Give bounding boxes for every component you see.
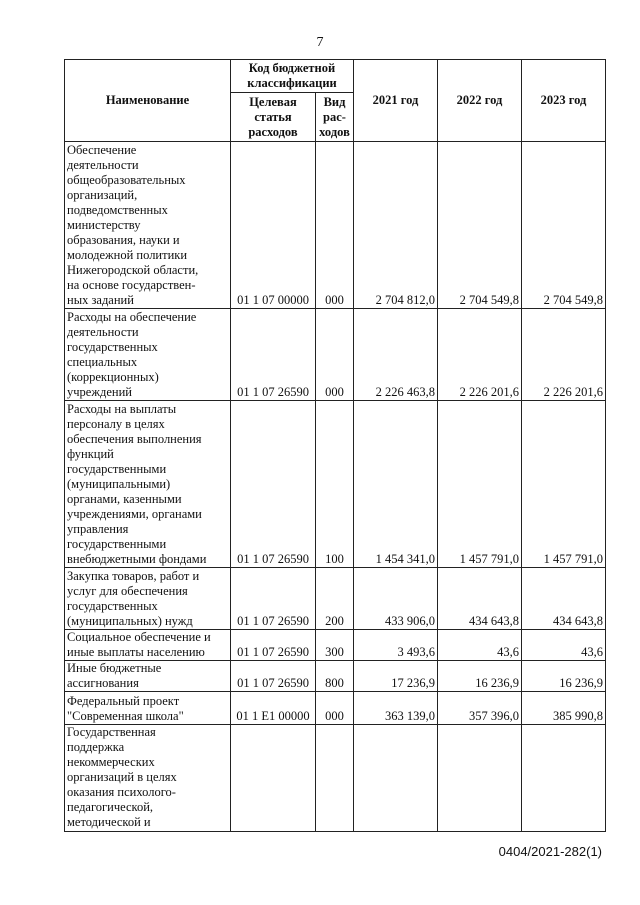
- row-value-2023: 385 990,8: [522, 692, 606, 725]
- table-row: [65, 692, 606, 725]
- row-value-2023: 2 704 549,8: [522, 142, 606, 309]
- row-expense-type: [316, 725, 354, 832]
- row-name: Закупка товаров, работ и услуг для обеспечения государственных (муниципальных) нужд: [65, 568, 231, 630]
- table-row: [65, 725, 606, 832]
- row-value-2021: 433 906,0: [354, 568, 438, 630]
- header-year-2021: 2021 год: [354, 60, 438, 142]
- row-expense-type: 100: [316, 401, 354, 568]
- row-value-2022: 434 643,8: [438, 568, 522, 630]
- row-value-2021: 3 493,6: [354, 630, 438, 661]
- header-year-2022: 2022 год: [438, 60, 522, 142]
- row-name: Социальное обеспечение и иные выплаты населению: [65, 630, 231, 661]
- header-target-article: Целевая статья расходов: [231, 93, 316, 142]
- row-expense-type: 800: [316, 661, 354, 692]
- table-row: [65, 630, 606, 661]
- row-value-2022: 43,6: [438, 630, 522, 661]
- header-expense-type: Вид рас- ходов: [316, 93, 354, 142]
- row-target-article: [231, 725, 316, 832]
- header-name: Наименование: [65, 60, 231, 142]
- table-row: [65, 661, 606, 692]
- header-code-group: Код бюджетной классификации: [231, 60, 354, 93]
- row-name: Федеральный проект "Современная школа": [65, 692, 231, 725]
- row-value-2021: [354, 725, 438, 832]
- row-expense-type: 300: [316, 630, 354, 661]
- row-name: Государственная поддержка некоммерческих организаций в целях оказания психолого- педагогической, методической и: [65, 725, 231, 832]
- row-value-2023: 434 643,8: [522, 568, 606, 630]
- table-row: [65, 401, 606, 568]
- row-value-2023: 2 226 201,6: [522, 309, 606, 401]
- page-number: 7: [316, 35, 324, 50]
- row-target-article: 01 1 07 26590: [231, 401, 316, 568]
- row-value-2023: 16 236,9: [522, 661, 606, 692]
- row-name: Иные бюджетные ассигнования: [65, 661, 231, 692]
- row-value-2023: 1 457 791,0: [522, 401, 606, 568]
- row-target-article: 01 1 E1 00000: [231, 692, 316, 725]
- budget-table: [64, 59, 606, 832]
- row-name: Расходы на обеспечение деятельности государственных специальных (коррекционных) учреждений: [65, 309, 231, 401]
- row-target-article: 01 1 07 26590: [231, 630, 316, 661]
- table-row: [65, 309, 606, 401]
- row-value-2023: [522, 725, 606, 832]
- header-year-2023: 2023 год: [522, 60, 606, 142]
- table-row: [65, 568, 606, 630]
- row-target-article: 01 1 07 26590: [231, 309, 316, 401]
- row-expense-type: 000: [316, 309, 354, 401]
- row-target-article: 01 1 07 00000: [231, 142, 316, 309]
- row-name: Расходы на выплаты персоналу в целях обеспечения выполнения функций государственными (муниципальными) органами, казенными учреждениями, органами управления государственными внебюджетными фондами: [65, 401, 231, 568]
- row-value-2023: 43,6: [522, 630, 606, 661]
- row-name: Обеспечение деятельности общеобразовательных организаций, подведомственных министерству образования, науки и молодежной политики Нижегородской области, на основе государствен- ных заданий: [65, 142, 231, 309]
- row-value-2022: 1 457 791,0: [438, 401, 522, 568]
- row-value-2021: 363 139,0: [354, 692, 438, 725]
- row-expense-type: 200: [316, 568, 354, 630]
- row-value-2021: 2 226 463,8: [354, 309, 438, 401]
- row-value-2022: [438, 725, 522, 832]
- row-expense-type: 000: [316, 142, 354, 309]
- row-value-2021: 17 236,9: [354, 661, 438, 692]
- row-value-2021: 2 704 812,0: [354, 142, 438, 309]
- row-value-2022: 16 236,9: [438, 661, 522, 692]
- row-value-2022: 2 226 201,6: [438, 309, 522, 401]
- row-target-article: 01 1 07 26590: [231, 568, 316, 630]
- row-target-article: 01 1 07 26590: [231, 661, 316, 692]
- row-expense-type: 000: [316, 692, 354, 725]
- table-row: [65, 142, 606, 309]
- row-value-2022: 357 396,0: [438, 692, 522, 725]
- row-value-2022: 2 704 549,8: [438, 142, 522, 309]
- row-value-2021: 1 454 341,0: [354, 401, 438, 568]
- document-code: 0404/2021-282(1): [498, 844, 602, 859]
